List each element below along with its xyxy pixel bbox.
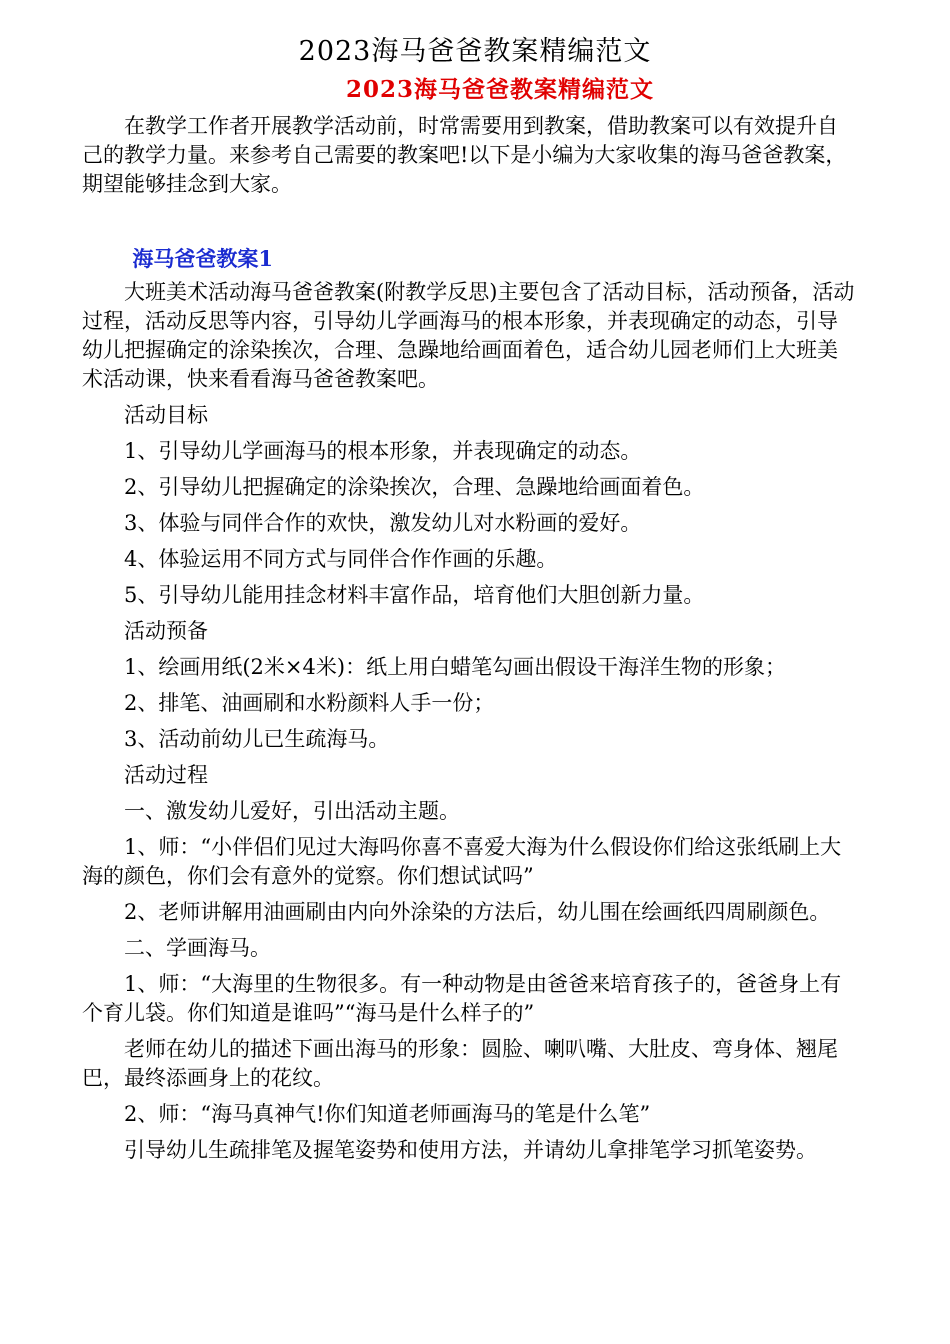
paragraph: 引导幼儿生疏排笔及握笔姿势和使用方法，并请幼儿拿排笔学习抓笔姿势。 <box>124 1138 817 1162</box>
document-body <box>82 112 858 1165</box>
paragraph: 2、排笔、油画刷和水粉颜料人手一份； <box>124 691 495 715</box>
section-heading: 海马爸爸教案1 <box>132 246 274 271</box>
paragraph: 老师在幼儿的描述下画出海马的形象：圆脸、喇叭嘴、大肚皮、弯身体、翘尾巴，最终添画身上的花纹。 <box>82 1037 838 1090</box>
paragraph: 1、师：“大海里的生物很多。有一种动物是由爸爸来培育孩子的，爸爸身上有个育儿袋。你们知道是谁吗”“海马是什么样子的” <box>82 972 842 1025</box>
intro-paragraph: 在教学工作者开展教学活动前，时常需要用到教案，借助教案可以有效提升自己的教学力量。来参考自己需要的教案吧!以下是小编为大家收集的海马爸爸教案，期望能够挂念到大家。 <box>82 114 847 196</box>
document-title: 2023海马爸爸教案精编范文 <box>298 36 652 67</box>
document-subtitle: 2023海马爸爸教案精编范文 <box>345 76 654 103</box>
paragraph: 一、激发幼儿爱好，引出活动主题。 <box>124 799 460 823</box>
paragraph: 二、学画海马。 <box>124 936 271 960</box>
paragraph: 1、师：“小伴侣们见过大海吗你喜不喜爱大海为什么假设你们给这张纸刷上大海的颜色，你们会有意外的觉察。你们想试试吗” <box>82 835 842 888</box>
paragraph: 1、绘画用纸(2米×4米)：纸上用白蜡笔勾画出假设干海洋生物的形象； <box>124 655 787 679</box>
paragraph: 活动过程 <box>124 763 208 787</box>
paragraph: 4、体验运用不同方式与同伴合作作画的乐趣。 <box>124 547 558 571</box>
paragraph: 5、引导幼儿能用挂念材料丰富作品，培育他们大胆创新力量。 <box>124 583 705 607</box>
paragraph: 2、引导幼儿把握确定的涂染挨次，合理、急躁地给画面着色。 <box>124 475 705 499</box>
paragraph: 3、体验与同伴合作的欢快，激发幼儿对水粉画的爱好。 <box>124 511 642 535</box>
paragraph: 2、老师讲解用油画刷由内向外涂染的方法后，幼儿围在绘画纸四周刷颜色。 <box>124 900 831 924</box>
paragraph: 大班美术活动海马爸爸教案(附教学反思)主要包含了活动目标，活动预备，活动过程，活动反思等内容，引导幼儿学画海马的根本形象，并表现确定的动态，引导幼儿把握确定的涂染挨次，合理、急躁地给画面着色，适合幼儿园老师们上大班美术活动课，快来看看海马爸爸教案吧。 <box>82 280 855 391</box>
paragraph: 1、引导幼儿学画海马的根本形象，并表现确定的动态。 <box>124 439 642 463</box>
paragraph: 活动预备 <box>124 619 208 643</box>
paragraph: 活动目标 <box>124 403 208 427</box>
paragraph: 2、师：“海马真神气!你们知道老师画海马的笔是什么笔” <box>124 1102 651 1126</box>
paragraph: 3、活动前幼儿已生疏海马。 <box>124 727 390 751</box>
